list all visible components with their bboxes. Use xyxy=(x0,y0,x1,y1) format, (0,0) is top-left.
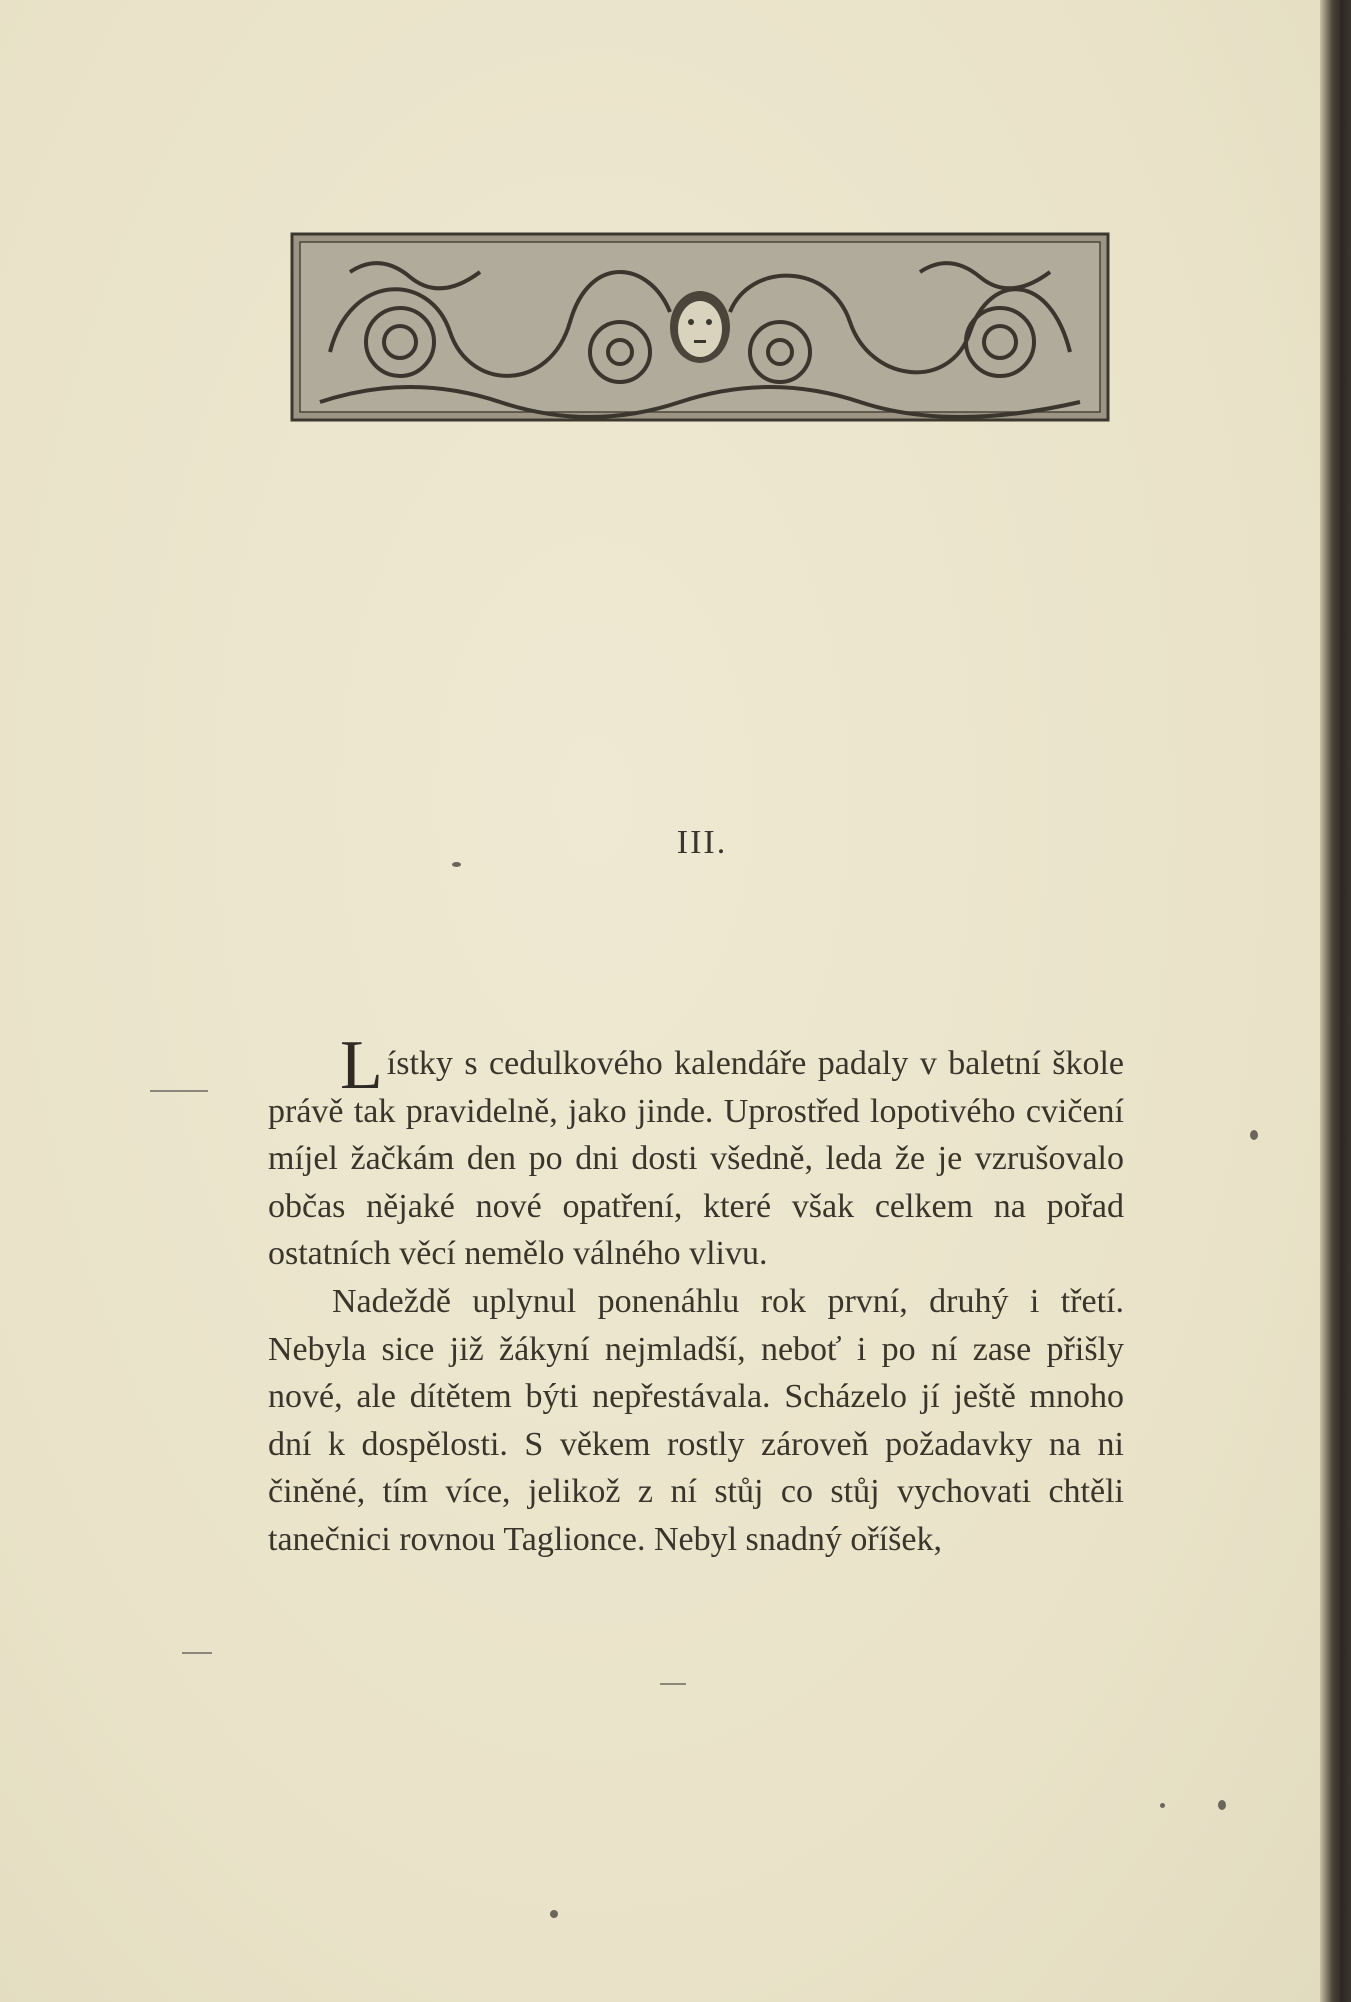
paper-mark xyxy=(150,1090,208,1092)
paper-speck xyxy=(550,1910,558,1918)
paragraph-2: Nadeždě uplynul ponenáhlu rok první, druhý i třetí. Nebyla sice již žákyní nejmladší, neboť i po ní zase přišly nové, ale dítětem býti nepřestávala. Scházelo jí ještě mnoho dní k dospělosti. S věkem rostly zároveň požadavky na ni činěné, tím více, jelikož z ní stůj co stůj vychovati chtěli tanečnici rovnou Taglionce. Nebyl snadný oříšek, xyxy=(268,1282,1124,1558)
paragraph-1-text: ístky s cedulkového kalendáře padaly v baletní škole právě tak pravidelně, jako jinde. Uprostřed lopotivého cvičení míjel žačkám den po dni dosti všedně, leda že je vzrušovalo občas nějaké nové opatření, které však celkem na pořad ostatních věcí nemělo válného vlivu. xyxy=(268,1045,1124,1273)
body-text xyxy=(268,1027,1124,1564)
paper-speck xyxy=(1160,1803,1165,1808)
paper-mark xyxy=(182,1652,212,1654)
paper-speck xyxy=(1250,1130,1258,1140)
paper-speck xyxy=(452,862,461,867)
paper-speck xyxy=(1218,1800,1226,1810)
page-edge xyxy=(1320,0,1351,2002)
paper-mark xyxy=(660,1683,686,1685)
drop-cap: L xyxy=(340,1027,383,1104)
chapter-heading: III. xyxy=(676,824,728,861)
paragraph-1 xyxy=(268,1027,1124,1278)
ornamental-headpiece-icon xyxy=(290,232,1110,422)
